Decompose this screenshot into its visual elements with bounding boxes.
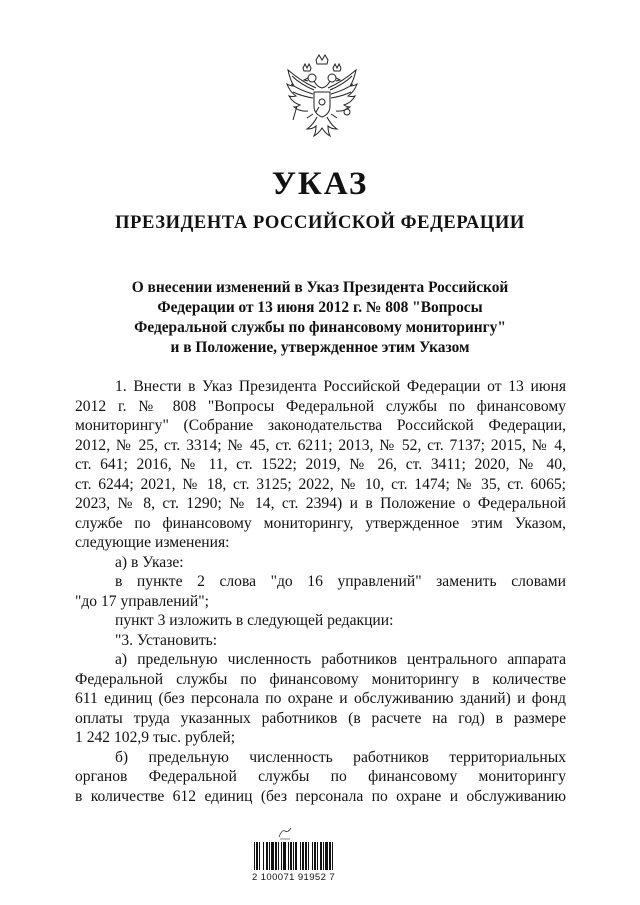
body-line: в количестве 612 единиц (без персонала по охране и обслуживанию xyxy=(75,787,566,805)
barcode-area xyxy=(252,826,390,886)
body-line: 1. Внести в Указ Президента Российской Федерации от 13 июня xyxy=(115,378,566,395)
barcode-bar xyxy=(266,842,268,870)
body-line: 2012, № 25, ст. 3314; № 45, ст. 6211; 2013, № 52, ст. 7137; 2015, № 4, xyxy=(75,436,566,454)
barcode-bar xyxy=(269,842,270,870)
barcode xyxy=(252,842,390,870)
barcode-bar xyxy=(323,842,324,870)
heading-line: О внесении изменений в Указ Президента Российской xyxy=(131,279,509,296)
barcode-bar xyxy=(314,842,316,870)
body-line: 2023, № 8, ст. 1290; № 14, ст. 2394) и в Положение о Федеральной xyxy=(75,495,566,512)
barcode-bar xyxy=(312,842,313,870)
body-line: 611 единиц (без персонала по охране и обслуживанию зданий) и фонд xyxy=(75,690,566,707)
coat-of-arms-emblem xyxy=(283,52,361,148)
barcode-bar xyxy=(320,842,322,870)
barcode-bar xyxy=(256,842,258,870)
barcode-bar xyxy=(300,842,301,870)
barcode-bar xyxy=(263,842,264,870)
body-line: ст. 6244; 2021, № 18, ст. 3125; 2022, № 10, ст. 1474; № 35, ст. 6065; xyxy=(75,475,566,493)
barcode-bar xyxy=(295,842,297,870)
document-title: УКАЗ xyxy=(271,166,369,202)
heading-line: Федерации от 13 июня 2012 г. № 808 "Вопросы xyxy=(157,299,483,316)
heading-line: и в Положение, утвержденное этим Указом xyxy=(170,339,470,356)
barcode-bar xyxy=(332,842,333,870)
body-line: пункт 3 изложить в следующей редакции: xyxy=(115,612,394,629)
body-line: мониторингу" (Собрание законодательства Российской Федерации, xyxy=(75,417,566,434)
body-line: 1 242 102,9 тыс. рублей; xyxy=(75,729,236,746)
barcode-bar xyxy=(317,842,318,870)
body-line: в пункте 2 слова "до 16 управлений" заменить словами xyxy=(115,573,566,590)
barcode-bar xyxy=(329,842,331,870)
barcode-bar xyxy=(271,842,274,870)
decree-body xyxy=(75,377,566,806)
body-line: "до 17 управлений"; xyxy=(75,592,209,610)
barcode-bar xyxy=(254,842,255,870)
body-line: "3. Установить: xyxy=(115,631,218,649)
body-line: Федеральной службы по финансовому мониторингу в количестве xyxy=(75,670,566,688)
barcode-bar xyxy=(293,842,294,870)
barcode-bar xyxy=(278,842,279,870)
body-line: а) предельную численность работников центрального аппарата xyxy=(115,651,566,668)
decree-heading xyxy=(90,278,550,358)
barcode-bar xyxy=(305,842,307,870)
barcode-bar xyxy=(290,842,292,870)
barcode-bar xyxy=(325,842,328,870)
barcode-bar xyxy=(308,842,309,870)
body-line: б) предельную численность работников территориальных xyxy=(115,748,566,766)
body-line: органов Федеральной службы по финансовому мониторингу xyxy=(75,768,566,785)
barcode-number: 2 100071 91952 7 xyxy=(252,872,336,883)
barcode-bar xyxy=(288,842,289,870)
barcode-bar xyxy=(259,842,260,870)
body-line: следующие изменения: xyxy=(75,534,230,551)
heading-line: Федеральной службы по финансовому мониторингу" xyxy=(134,319,506,336)
barcode-bar xyxy=(302,842,304,870)
body-line: ст. 641; 2016, № 11, ст. 1522; 2019, № 26, ст. 3411; 2020, № 40, xyxy=(75,456,566,473)
barcode-bar xyxy=(281,842,282,870)
document-subtitle: ПРЕЗИДЕНТА РОССИЙСКОЙ ФЕДЕРАЦИИ xyxy=(115,213,525,233)
body-line: службе по финансовому мониторингу, утвержденное этим Указом, xyxy=(75,514,566,532)
body-line: а) в Указе: xyxy=(115,553,184,571)
barcode-bar xyxy=(283,842,286,870)
body-line: оплаты труда указанных работников (в расчете на год) в размере xyxy=(75,709,566,727)
body-line: 2012 г. № 808 "Вопросы Федеральной службы по финансовому xyxy=(75,397,566,415)
registration-mark-icon xyxy=(278,826,292,840)
barcode-bar xyxy=(275,842,277,870)
